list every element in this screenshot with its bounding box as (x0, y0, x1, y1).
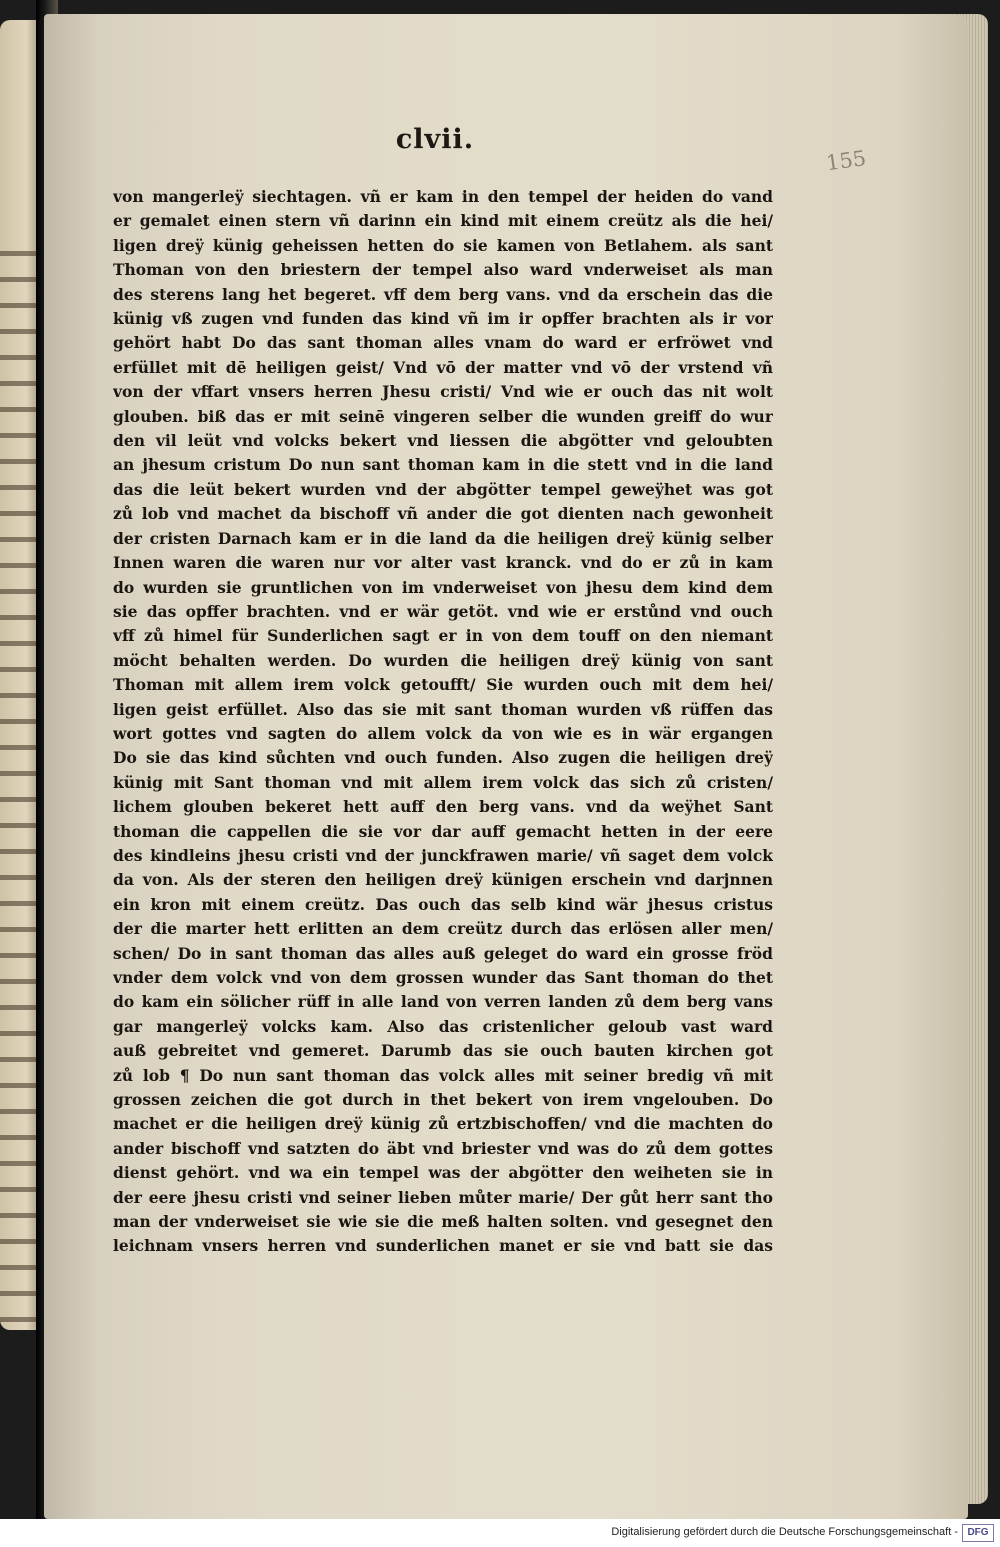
text-line: thoman die cappellen die sie vor dar auff gemacht hetten in der eere (113, 821, 773, 841)
text-line: künig mit Sant thoman vnd mit allem irem volck das sich zů cristen/ (113, 772, 773, 792)
text-line: man der vnderweiset sie wie sie die meß halten solten. vnd gesegnet den (113, 1212, 773, 1232)
text-line: an jhesum cristum Do nun sant thoman kam in die stett vnd in die land (113, 455, 773, 475)
text-line: Thoman von den briestern der tempel also ward vnderweiset als man (113, 260, 773, 280)
left-page-text-fragments (0, 240, 36, 1330)
text-line: des kindleins jhesu cristi vnd der junckfrawen marie/ vñ saget dem volck (113, 845, 773, 865)
folio-number: clvii. (395, 124, 475, 155)
text-line: Do sie das kind sůchten vnd ouch funden. Also zugen die heiligen dreÿ (113, 748, 773, 768)
text-line: wort gottes vnd sagten do allem volck da von wie es in wär ergangen (113, 723, 773, 743)
text-line: zů lob ¶ Do nun sant thoman das volck alles mit seiner bredig vñ mit (113, 1065, 773, 1085)
text-line: leichnam vnsers herren vnd sunderlichen manet er sie vnd batt sie das (113, 1236, 773, 1256)
text-line: do kam ein sölicher rüff in alle land von verren landen zů dem berg vans (113, 992, 773, 1012)
text-line: grossen zeichen die got durch in thet bekert von irem vngelouben. Do (113, 1090, 773, 1110)
text-line: ligen geist erfüllet. Also das sie mit sant thoman wurden vß rüffen das (113, 699, 773, 719)
text-line: gar mangerleÿ volcks kam. Also das cristenlicher geloub vast ward (113, 1016, 773, 1036)
text-line: von mangerleÿ siechtagen. vñ er kam in den tempel der heiden do vand (113, 187, 773, 206)
text-line: sie das opffer brachten. vnd er wär getöt. vnd wie er erstůnd vnd ouch (113, 601, 773, 621)
text-line: machet er die heiligen dreÿ künig zů ertzbischoffen/ vnd die machten do (113, 1114, 773, 1134)
text-line: Thoman mit allem irem volck getoufft/ Sie wurden ouch mit dem hei/ (113, 675, 773, 695)
text-line: ander bischoff vnd satzten do äbt vnd briester vnd was do zů dem gottes (113, 1138, 773, 1158)
text-line: zů lob vnd machet da bischoff vñ ander die got dienten nach gewonheit (113, 504, 773, 524)
text-line: glouben. biß das er mit seinē vingeren selber die wunden greiff do wur (113, 406, 773, 426)
text-line: er gemalet einen stern vñ darinn ein kind mit einem creütz als die hei/ (113, 211, 773, 231)
text-line: den vil leüt vnd volcks bekert vnd liessen die abgötter vnd geloubten (113, 431, 773, 451)
text-line: der die marter hett erlitten an dem creütz durch das erlösen aller men/ (113, 919, 773, 939)
text-line: künig vß zugen vnd funden das kind vñ im ir opffer brachten als ir vor (113, 309, 773, 329)
text-line: auß gebreitet vnd gemeret. Darumb das sie ouch bauten kirchen got (113, 1041, 773, 1061)
text-line: möcht behalten werden. Do wurden die heiligen dreÿ künig von sant (113, 650, 773, 670)
main-text-block (113, 185, 773, 1259)
text-line: ligen dreÿ künig geheissen hetten do sie kamen von Betlahem. als sant (113, 235, 773, 255)
text-line: vff zů himel für Sunderlichen sagt er in von dem touff on den niemant (113, 626, 773, 646)
text-line: ein kron mit einem creütz. Das ouch das selb kind wär jhesus cristus (113, 894, 773, 914)
text-line: erfüllet mit dē heiligen geist/ Vnd vō der matter vnd vō der vrstend vñ (113, 357, 773, 377)
text-line: schen/ Do in sant thoman das alles auß geleget do ward ein grosse fröd (113, 943, 773, 963)
text-line: des sterens lang het begeret. vff dem berg vans. vnd da erschein das die (113, 284, 773, 304)
funding-credit: Digitalisierung gefördert durch die Deutsche Forschungsgemeinschaft - (611, 1526, 958, 1538)
dfg-logo-icon: DFG (962, 1524, 994, 1542)
text-line: der eere jhesu cristi vnd seiner lieben můter marie/ Der gůt herr sant tho (113, 1187, 773, 1207)
text-line: da von. Als der steren den heiligen dreÿ künigen erschein vnd darjnnen (113, 870, 773, 890)
text-line: do wurden sie gruntlichen von im vnderweiset von jhesu dem kind dem (113, 577, 773, 597)
text-line: dienst gehört. vnd wa ein tempel was der abgötter den weiheten sie in (113, 1163, 773, 1183)
pencil-page-number: 155 (824, 146, 868, 176)
text-line: gehört habt Do das sant thoman alles vnam do ward er erfröwet vnd (113, 333, 773, 353)
text-line: Innen waren die waren nur vor alter vast kranck. vnd do er zů in kam (113, 553, 773, 573)
footer-bar (0, 1519, 1000, 1547)
text-line: vnder dem volck vnd von dem grossen wunder das Sant thoman do thet (113, 968, 773, 987)
text-line: lichem glouben bekeret hett auff den berg vans. vnd da weÿhet Sant (113, 797, 773, 817)
text-line: das die leüt bekert wurden vnd der abgötter tempel geweÿhet was got (113, 479, 773, 499)
text-line: von der vffart vnsers herren Jhesu cristi/ Vnd wie er ouch das nit wolt (113, 382, 773, 402)
text-line: der cristen Darnach kam er in die land da die heiligen dreÿ künig selber (113, 528, 773, 548)
